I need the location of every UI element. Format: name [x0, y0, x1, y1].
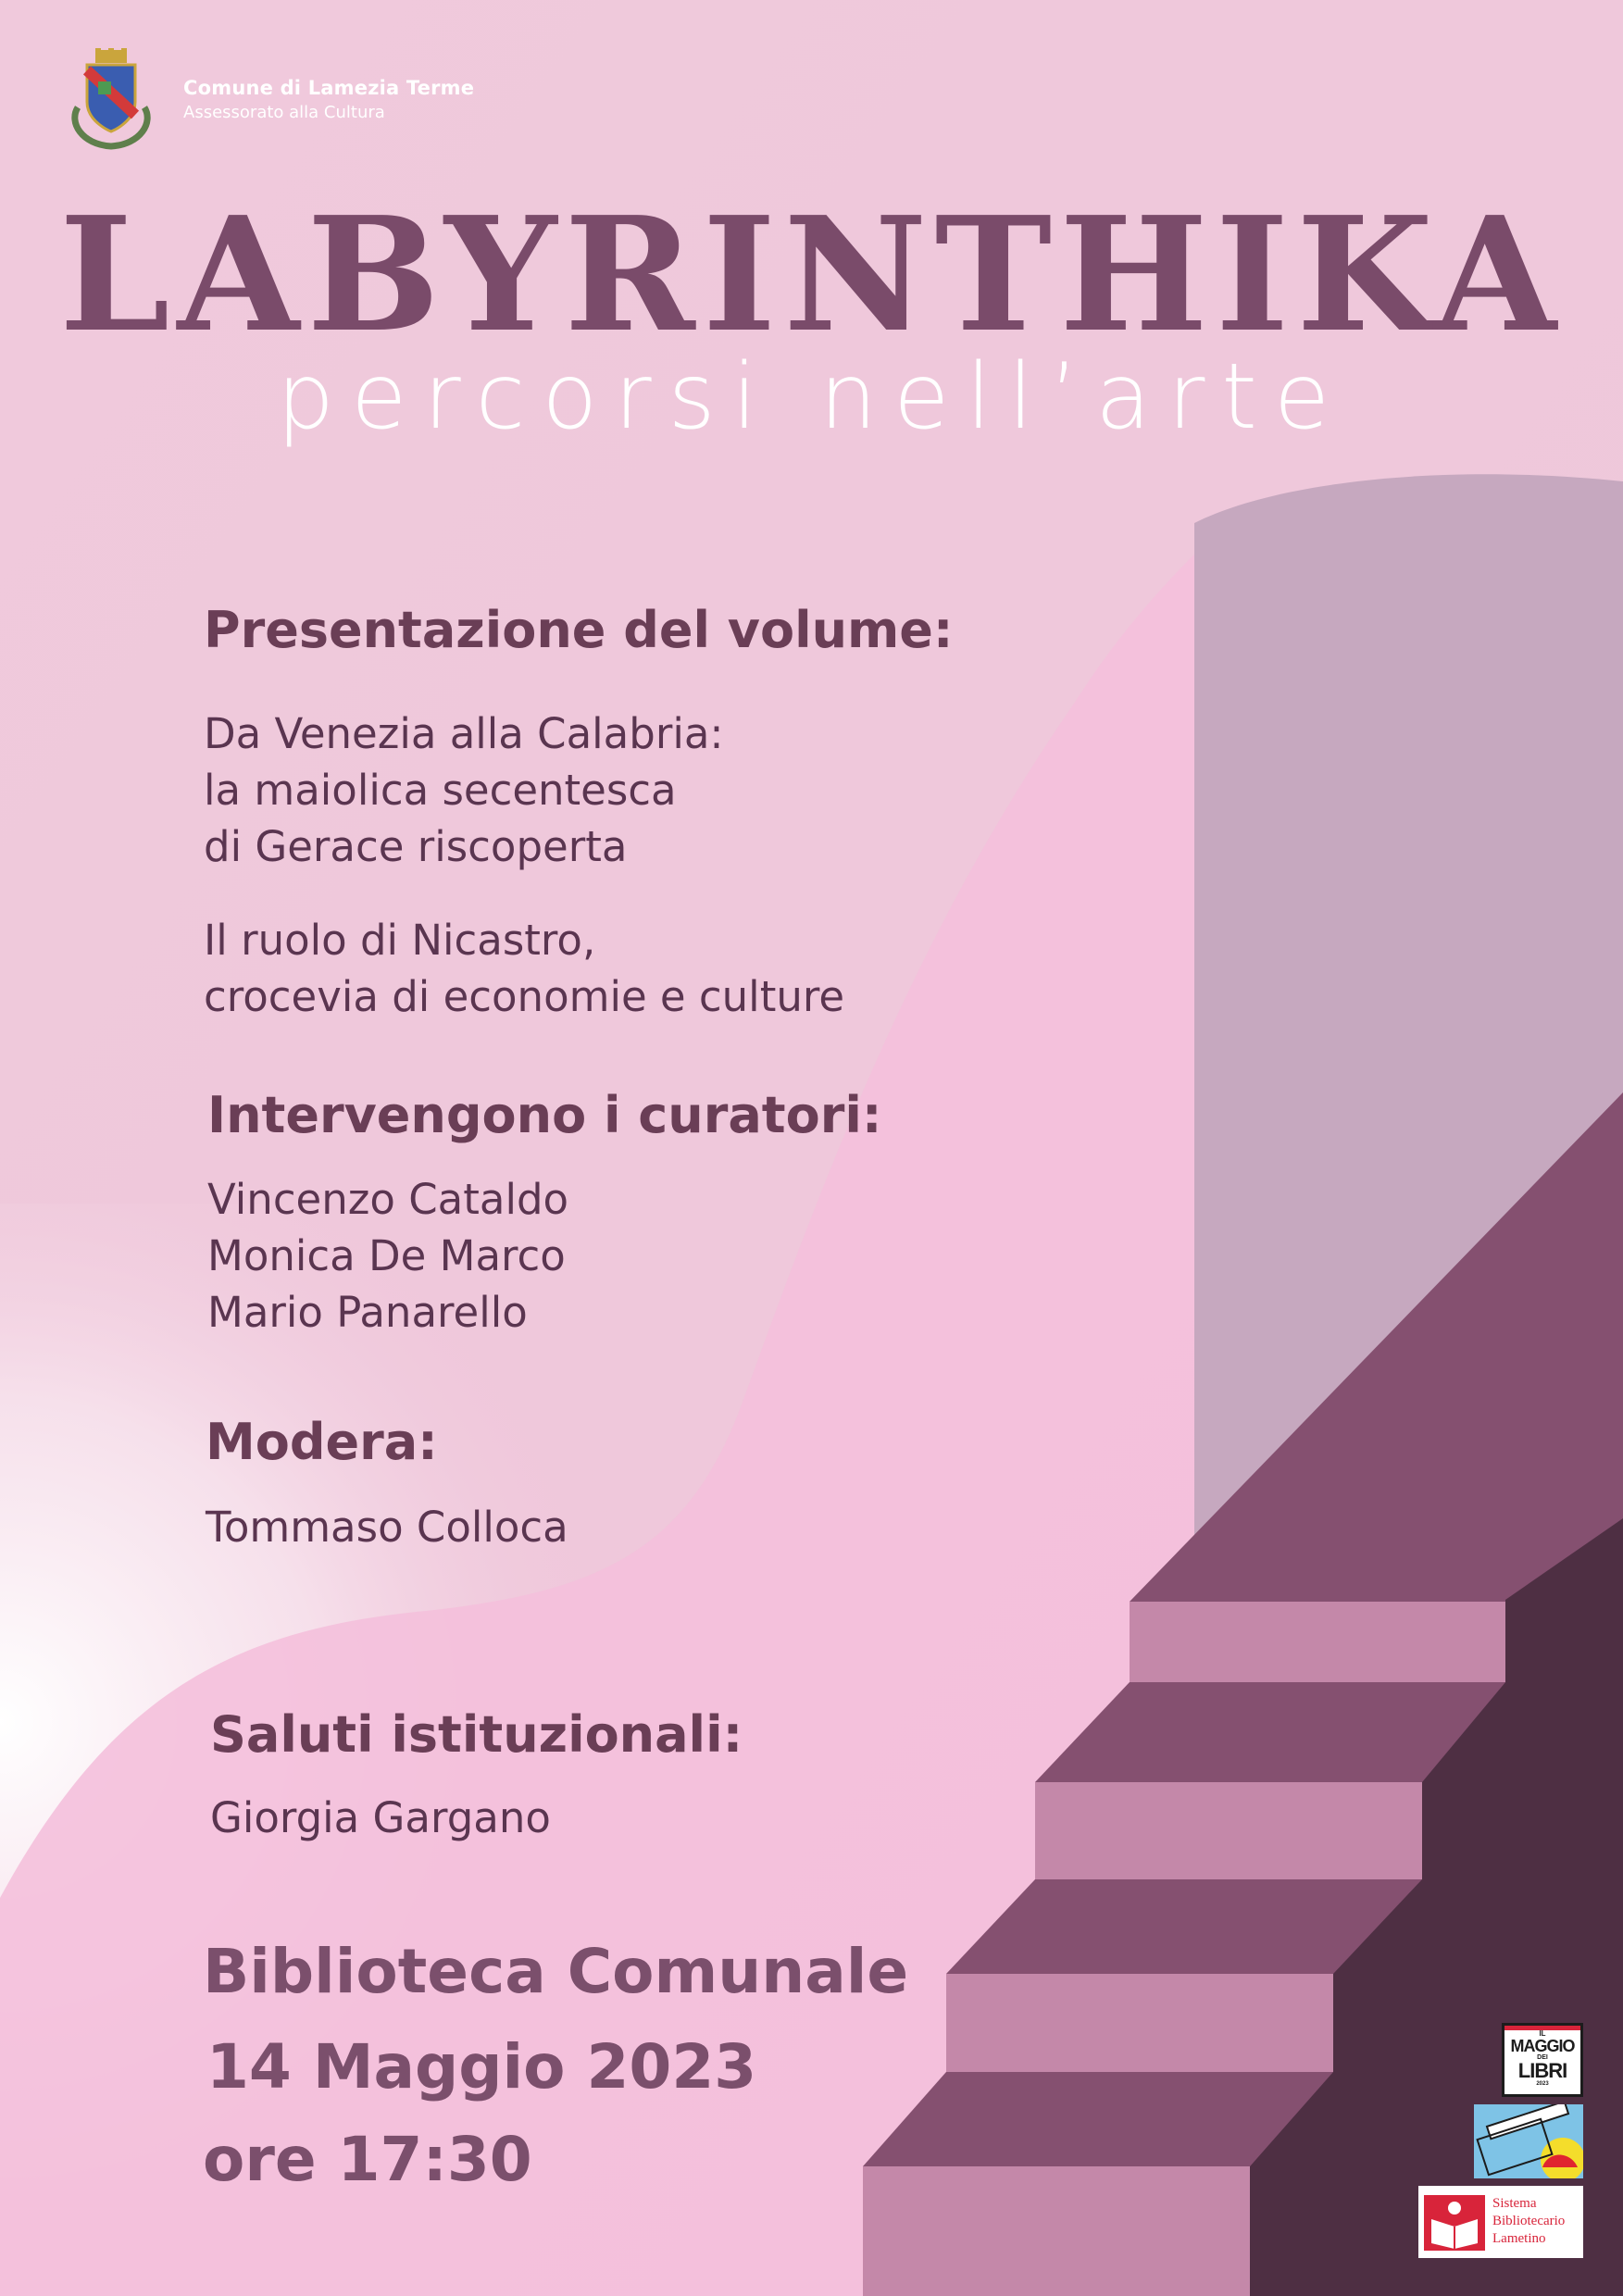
book-title-2-line: Il ruolo di Nicastro, — [204, 916, 596, 965]
maggio-logo-text: MAGGIO — [1510, 2037, 1575, 2055]
book-title-1 — [204, 705, 724, 875]
moderator-name: Tommaso Colloca — [206, 1503, 568, 1552]
department-name: Assessorato alla Cultura — [183, 103, 385, 122]
coat-of-arms-logo — [65, 48, 157, 150]
event-date: 14 Maggio 2023 — [206, 2031, 757, 2103]
sistema-logo-text: Lametino — [1492, 2231, 1546, 2246]
sistema-logo-text: Bibliotecario — [1492, 2214, 1566, 2228]
maggio-logo-text: IL — [1539, 2029, 1546, 2038]
greetings-heading: Saluti istituzionali: — [210, 1705, 743, 1764]
maggio-logo-text: DEI — [1537, 2054, 1548, 2061]
sistema-logo-text: Sistema — [1492, 2196, 1537, 2211]
book-title-2-line: crocevia di economie e culture — [204, 972, 845, 1021]
curator-name: Vincenzo Cataldo — [207, 1175, 569, 1224]
curator-name: Monica De Marco — [207, 1231, 566, 1280]
poster-title: LABYRINTHIKA — [58, 182, 1565, 368]
presentation-heading: Presentazione del volume: — [204, 601, 954, 659]
greetings-name: Giorgia Gargano — [210, 1793, 551, 1842]
maggio-dei-libri-logo — [1502, 2023, 1583, 2097]
poster-subtitle: percorsi nell’arte — [276, 344, 1347, 450]
moderator-heading: Modera: — [206, 1413, 438, 1471]
book-title-2 — [204, 912, 844, 1025]
book-title-1-line: Da Venezia alla Calabria: — [204, 709, 724, 758]
book-title-1-line: di Gerace riscoperta — [204, 822, 628, 871]
maggio-logo-text: LIBRI — [1517, 2059, 1567, 2082]
sistema-bibliotecario-logo — [1418, 2186, 1583, 2258]
curators-heading: Intervengono i curatori: — [207, 1086, 882, 1144]
library-illustration-logo — [1474, 2104, 1583, 2178]
event-venue: Biblioteca Comunale — [203, 1936, 909, 2007]
book-icon — [1424, 2195, 1485, 2251]
maggio-logo-text: 2023 — [1536, 2081, 1549, 2087]
curator-name: Mario Panarello — [207, 1288, 528, 1337]
curators-list — [207, 1171, 568, 1341]
book-title-1-line: la maiolica secentesca — [204, 766, 677, 815]
event-time: ore 17:30 — [203, 2124, 532, 2195]
institution-name: Comune di Lamezia Terme — [183, 77, 475, 99]
